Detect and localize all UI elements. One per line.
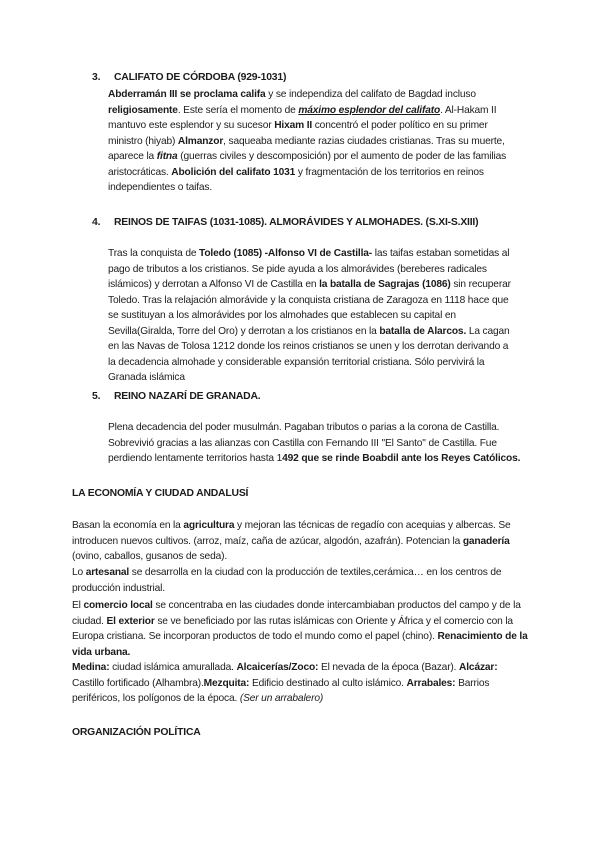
economy-paragraph-agriculture: [72, 518, 527, 565]
text: Lo: [72, 567, 86, 578]
text: El nevada de la época (Bazar).: [318, 662, 460, 673]
bold-text: Mezquita:: [203, 677, 250, 689]
bold-text: agricultura: [183, 520, 235, 531]
section-5-heading: [92, 391, 260, 402]
section-number: 4.: [92, 217, 101, 228]
bold-text: Abolición del califato 1031: [171, 166, 296, 178]
text: concentró el poder político en su primer ministro (hiyab): [108, 120, 488, 147]
text: Barrios periféricos, los polígonos de la época.: [72, 677, 490, 704]
text: , saqueaba mediante razias ciudades cristianas. Tras su muerte, aparece la: [108, 135, 505, 162]
bold-text: comercio local: [83, 600, 153, 611]
text: y mejoran las técnicas de regadío con acequias y albercas. Se introducen nuevos cultivos. (arroz, maíz, caña de azúcar, algodón, azafrán). Potencian la: [72, 520, 511, 547]
text: Edificio destinado al culto islámico.: [249, 677, 407, 689]
italic-text: (Ser un arrabalero): [239, 693, 324, 704]
emphasis-underlined: máximo esplendor del califato: [298, 104, 441, 116]
section-title: CALIFATO DE CÓRDOBA (929-1031): [114, 72, 287, 83]
text: sin recuperar Toledo. Tras la relajación almorávide y la conquista cristiana de Zaragoza en 1118 hace que se sustituyan a los almorávides por los almohades que establecen su capital en Sevilla(Giralda, Torre del Oro) y derrotan a los cristianos en la: [108, 279, 511, 337]
text: se concentraba en las ciudades donde intercambiaban productos del campo y de la ciudad.: [72, 600, 521, 627]
text: El: [72, 600, 84, 611]
politics-heading: ORGANIZACIÓN POLÍTICA: [72, 727, 201, 738]
text: y se independiza del califato de Bagdad incluso: [265, 89, 476, 100]
bold-text: Almanzor: [177, 135, 224, 147]
section-title: REINO NAZARÍ DE GRANADA.: [114, 391, 261, 402]
text: ciudad islámica amurallada.: [109, 662, 237, 673]
bold-text: la batalla de Sagrajas (1086): [319, 279, 451, 290]
text: . Al-Hakam II mantuvo este esplendor y su sucesor: [108, 104, 497, 131]
text: (ovino, caballos, gusanos de seda).: [72, 551, 228, 562]
bold-text: Renacimiento de la vida urbana.: [72, 631, 528, 658]
bold-text: Toledo (1085) -Alfonso VI de Castilla-: [199, 248, 373, 259]
economy-paragraph-crafts: [72, 565, 527, 596]
bold-text: Abderramán III se proclama califa: [108, 89, 266, 100]
text: Plena decadencia del poder musulmán. Pagaban tributos o parias a la corona de Castilla. Sobrevivió gracias a las alianzas con Castilla con Fernando III "El Santo" de Castilla. Fue perdiendo lentamente territorios hasta 1: [108, 422, 500, 464]
economy-heading: LA ECONOMÍA Y CIUDAD ANDALUSÍ: [72, 488, 249, 499]
text: (guerras civiles y descomposición) por el aumento de poder de las familias aristocráticas.: [108, 151, 507, 178]
bold-text: ganadería: [462, 535, 510, 547]
bold-text: religiosamente: [108, 104, 178, 116]
text: se desarrolla en la ciudad con la producción de textiles,cerámica… en los centros de producción industrial.: [72, 567, 502, 594]
section-title: REINOS DE TAIFAS (1031-1085). ALMORÁVIDES Y ALMOHADES. (S.XI-S.XIII): [114, 217, 479, 228]
section-5-paragraph: [108, 420, 533, 467]
section-number: 5.: [92, 391, 101, 402]
emphasis-text: fitna: [156, 151, 178, 162]
economy-paragraph-city: [72, 660, 532, 707]
text: La cagan en las Navas de Tolosa 1212 donde los reinos cristianos se unen y los derrotan derivando a la decadencia almohade y considerable expansión territorial cristiana. Sólo pervivirá la Granada islámica: [108, 325, 510, 383]
section-4-heading: [92, 217, 478, 228]
text: se ve beneficiado por las rutas islámicas con Oriente y África y el comercio con la Europa cristiana. Se incorporan productos de todo el mundo como el papel (chino).: [72, 615, 513, 642]
bold-text: Hixam II: [274, 120, 313, 131]
section-4-paragraph: [108, 246, 518, 386]
bold-text: Medina:: [72, 662, 110, 673]
economy-paragraph-trade: [72, 598, 530, 660]
text: Tras la conquista de: [108, 248, 200, 259]
text: las taifas estaban sometidas al pago de tributos a los cristianos. Se pide ayuda a los almorávides (bereberes radicales islámicos) y derrotan a Alfonso VI de Castilla en: [108, 248, 510, 290]
section-number: 3.: [92, 72, 101, 83]
bold-text: El exterior: [106, 615, 155, 627]
text: Castillo fortificado (Alhambra).: [72, 677, 204, 689]
bold-text: artesanal: [85, 567, 130, 578]
text: . Este sería el momento de: [177, 104, 299, 116]
bold-text: 492 que se rinde Boabdil ante los Reyes Católicos.: [282, 453, 521, 464]
text: Basan la economía en la: [72, 520, 184, 531]
section-3-heading: [92, 72, 286, 83]
bold-text: Alcázar:: [459, 662, 498, 673]
bold-text: batalla de Alarcos.: [379, 325, 467, 337]
section-3-paragraph: [108, 87, 508, 196]
bold-text: Arrabales:: [406, 677, 456, 689]
bold-text: Alcaicerías/Zoco:: [236, 662, 319, 673]
text: y fragmentación de los territorios en reinos independientes o taifas.: [108, 166, 484, 193]
